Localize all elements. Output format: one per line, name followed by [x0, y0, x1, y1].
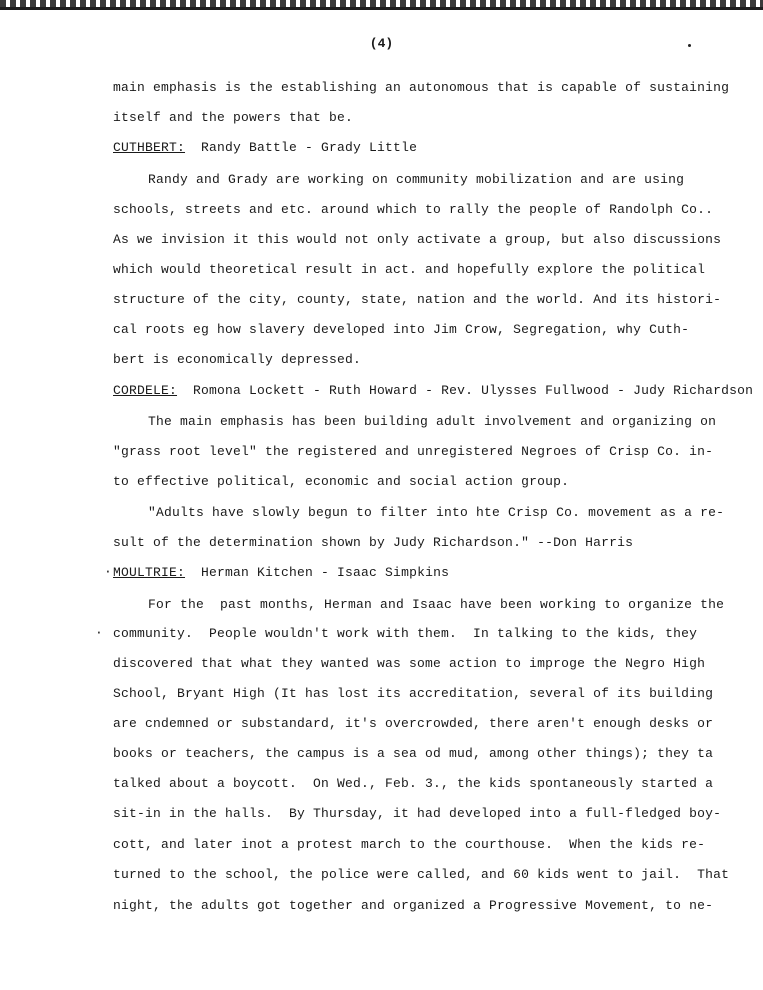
text-line-27: turned to the school, the police were called, and 60 kids went to jail. That — [113, 867, 730, 882]
text-line-24: talked about a boycott. On Wed., Feb. 3., the kids spontaneously started a — [113, 776, 714, 791]
text-line-7: which would theoretical result in act. and hopefully explore the political — [113, 262, 706, 277]
cuthbert-heading: CUTHBERT: — [113, 140, 186, 155]
text-line-5: schools, streets and etc. around which to rally the people of Randolph Co.. — [113, 202, 714, 217]
text-line-10: bert is economically depressed. — [113, 352, 362, 367]
page-number: (4) — [369, 36, 394, 51]
text-line-26: cott, and later inot a protest march to the courthouse. When the kids re- — [113, 837, 706, 852]
text-line-22: are cndemned or substandard, it's overcrowded, there aren't enough desks or — [113, 716, 714, 731]
text-line-25: sit-in in the halls. By Thursday, it had developed into a full-fledged boy- — [113, 806, 722, 821]
moultrie-staff: Herman Kitchen - Isaac Simpkins — [201, 565, 450, 580]
cuthbert-section-line — [113, 140, 417, 156]
cordele-heading: CORDELE: — [113, 383, 178, 398]
text-line-13: "grass root level" the registered and unregistered Negroes of Crisp Co. in- — [113, 444, 714, 459]
text-line-6: As we invision it this would not only activate a group, but also discussions — [113, 232, 722, 247]
margin-mark: · — [95, 625, 103, 640]
text-line-8: structure of the city, county, state, nation and the world. And its histori- — [113, 292, 722, 307]
text-line-9: cal roots eg how slavery developed into Jim Crow, Segregation, why Cuth- — [113, 322, 690, 337]
text-line-20: discovered that what they wanted was some action to improge the Negro High — [113, 656, 706, 671]
text-line-12: The main emphasis has been building adult involvement and organizing on — [148, 414, 717, 429]
top-border-rule — [0, 0, 763, 10]
text-line-16: sult of the determination shown by Judy Richardson." --Don Harris — [113, 535, 634, 550]
cordele-staff: Romona Lockett - Ruth Howard - Rev. Ulysses Fullwood - Judy Richardson — [193, 383, 754, 398]
cuthbert-staff: Randy Battle - Grady Little — [201, 140, 418, 155]
margin-mark: · — [104, 564, 112, 579]
cordele-section-line — [113, 383, 753, 399]
text-line-14: to effective political, economic and social action group. — [113, 474, 570, 489]
text-line-21: School, Bryant High (It has lost its accreditation, several of its building — [113, 686, 714, 701]
text-line-28: night, the adults got together and organized a Progressive Movement, to ne- — [113, 898, 714, 913]
text-line-15: "Adults have slowly begun to filter into hte Crisp Co. movement as a re- — [148, 505, 725, 520]
moultrie-heading: MOULTRIE: — [113, 565, 186, 580]
text-line-4: Randy and Grady are working on community mobilization and are using — [148, 172, 685, 187]
moultrie-section-line — [113, 565, 449, 581]
text-line-1: main emphasis is the establishing an autonomous that is capable of sustaining — [113, 80, 730, 95]
text-line-18: For the past months, Herman and Isaac have been working to organize the — [148, 597, 725, 612]
text-line-23: books or teachers, the campus is a sea od mud, among other things); they ta — [113, 746, 714, 761]
text-line-2: itself and the powers that be. — [113, 110, 354, 125]
text-line-19: community. People wouldn't work with them. In talking to the kids, they — [113, 626, 698, 641]
